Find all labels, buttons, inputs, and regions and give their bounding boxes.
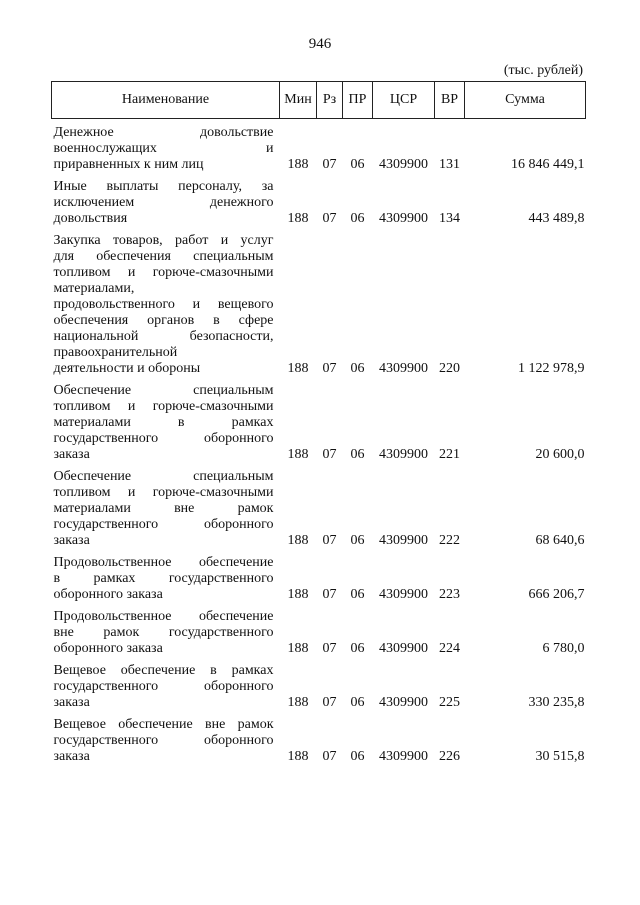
row-pr: 06 — [350, 447, 365, 462]
row-rz: 07 — [322, 157, 337, 172]
header-sum: Сумма — [465, 82, 586, 119]
row-min: 188 — [287, 587, 309, 602]
row-csr: 4309900 — [379, 533, 428, 548]
row-name-line: довольствия — [53, 211, 128, 226]
row-name-line: правоохранительной — [53, 345, 178, 360]
row-csr: 4309900 — [379, 641, 428, 656]
row-name-line: Обеспечение специальным — [53, 469, 274, 484]
row-name-line: заказа — [53, 533, 90, 548]
row-name-line: материалами вне рамок — [53, 501, 274, 516]
row-name-line: топливом и горюче-смазочными — [53, 485, 274, 500]
table-row — [52, 377, 586, 463]
row-name — [52, 227, 280, 377]
budget-table — [51, 81, 586, 765]
row-name-line: государственного оборонного — [53, 733, 274, 748]
row-name-line: Денежное довольствие — [53, 125, 274, 140]
row-name — [52, 711, 280, 765]
row-csr: 4309900 — [379, 447, 428, 462]
table-row — [52, 549, 586, 603]
row-min: 188 — [287, 533, 309, 548]
row-vr: 226 — [439, 749, 460, 764]
row-name-line: государственного оборонного — [53, 431, 274, 446]
row-name-line: Вещевое обеспечение вне рамок — [53, 717, 274, 732]
row-name-line: топливом и горюче-смазочными — [53, 265, 274, 280]
row-sum: 330 235,8 — [528, 695, 585, 710]
row-pr: 06 — [350, 533, 365, 548]
row-name-line: заказа — [53, 695, 90, 710]
row-name-line: оборонного заказа — [53, 641, 163, 656]
row-pr: 06 — [350, 587, 365, 602]
table-row — [52, 657, 586, 711]
row-name-line: в рамках государственного — [53, 571, 274, 586]
row-rz: 07 — [322, 641, 337, 656]
row-name-line: Закупка товаров, работ и услуг — [53, 233, 274, 248]
row-name-line: оборонного заказа — [53, 587, 163, 602]
row-csr: 4309900 — [379, 695, 428, 710]
row-name-line: материалами в рамках — [53, 415, 274, 430]
row-min: 188 — [287, 695, 309, 710]
row-sum: 68 640,6 — [535, 533, 585, 548]
row-min: 188 — [287, 447, 309, 462]
row-rz: 07 — [322, 533, 337, 548]
row-name-line: продовольственного и вещевого — [53, 297, 274, 312]
row-name-line: Вещевое обеспечение в рамках — [53, 663, 274, 678]
row-name-line: исключением денежного — [53, 195, 274, 210]
row-min: 188 — [287, 361, 309, 376]
row-name-line: обеспечения органов в сфере — [53, 313, 274, 328]
row-rz: 07 — [322, 587, 337, 602]
table-body — [52, 119, 586, 766]
row-vr: 224 — [439, 641, 460, 656]
row-sum: 16 846 449,1 — [511, 157, 585, 172]
row-name-line: вне рамок государственного — [53, 625, 274, 640]
row-sum: 1 122 978,9 — [518, 361, 585, 376]
table-row — [52, 119, 586, 174]
header-pr: ПР — [343, 82, 373, 119]
budget-table-container — [51, 81, 585, 765]
row-min: 188 — [287, 157, 309, 172]
row-name — [52, 377, 280, 463]
row-min: 188 — [287, 749, 309, 764]
row-pr: 06 — [350, 749, 365, 764]
row-name — [52, 549, 280, 603]
row-rz: 07 — [322, 211, 337, 226]
header-vr: ВР — [435, 82, 465, 119]
row-pr: 06 — [350, 695, 365, 710]
row-name-line: деятельности и обороны — [53, 361, 201, 376]
row-name-line: государственного оборонного — [53, 679, 274, 694]
row-vr: 134 — [439, 211, 460, 226]
row-sum: 666 206,7 — [528, 587, 585, 602]
table-row — [52, 603, 586, 657]
row-vr: 223 — [439, 587, 460, 602]
row-csr: 4309900 — [379, 157, 428, 172]
row-vr: 225 — [439, 695, 460, 710]
row-rz: 07 — [322, 361, 337, 376]
table-header — [52, 82, 586, 119]
table-row — [52, 463, 586, 549]
row-csr: 4309900 — [379, 749, 428, 764]
row-vr: 221 — [439, 447, 460, 462]
row-name — [52, 603, 280, 657]
table-row — [52, 711, 586, 765]
row-sum: 6 780,0 — [542, 641, 585, 656]
row-name-line: материалами, — [53, 281, 135, 296]
header-name: Наименование — [52, 82, 280, 119]
row-name — [52, 119, 280, 174]
header-min: Мин — [280, 82, 317, 119]
header-csr: ЦСР — [373, 82, 435, 119]
row-sum: 30 515,8 — [535, 749, 585, 764]
units-label: (тыс. рублей) — [503, 63, 583, 78]
row-vr: 222 — [439, 533, 460, 548]
row-name-line: заказа — [53, 749, 90, 764]
row-name-line: военнослужащих и — [53, 141, 274, 156]
row-name-line: приравненных к ним лиц — [53, 157, 204, 172]
row-name-line: Продовольственное обеспечение — [53, 609, 274, 624]
row-name-line: национальной безопасности, — [53, 329, 274, 344]
row-min: 188 — [287, 211, 309, 226]
row-sum: 20 600,0 — [535, 447, 585, 462]
row-sum: 443 489,8 — [528, 211, 585, 226]
header-rz: Рз — [317, 82, 343, 119]
header-row — [52, 82, 586, 119]
row-name-line: Продовольственное обеспечение — [53, 555, 274, 570]
row-name-line: государственного оборонного — [53, 517, 274, 532]
row-name-line: заказа — [53, 447, 90, 462]
row-pr: 06 — [350, 641, 365, 656]
row-vr: 220 — [439, 361, 460, 376]
page-number: 946 — [308, 36, 332, 52]
row-name — [52, 463, 280, 549]
row-csr: 4309900 — [379, 587, 428, 602]
row-vr: 131 — [439, 157, 460, 172]
row-name — [52, 173, 280, 227]
row-name-line: Обеспечение специальным — [53, 383, 274, 398]
row-pr: 06 — [350, 211, 365, 226]
row-rz: 07 — [322, 447, 337, 462]
row-pr: 06 — [350, 157, 365, 172]
row-name-line: Иные выплаты персоналу, за — [53, 179, 274, 194]
row-rz: 07 — [322, 749, 337, 764]
row-name-line: топливом и горюче-смазочными — [53, 399, 274, 414]
table-row — [52, 173, 586, 227]
row-name-line: для обеспечения специальным — [53, 249, 274, 264]
row-name — [52, 657, 280, 711]
row-csr: 4309900 — [379, 211, 428, 226]
row-csr: 4309900 — [379, 361, 428, 376]
row-min: 188 — [287, 641, 309, 656]
row-rz: 07 — [322, 695, 337, 710]
row-pr: 06 — [350, 361, 365, 376]
table-row — [52, 227, 586, 377]
